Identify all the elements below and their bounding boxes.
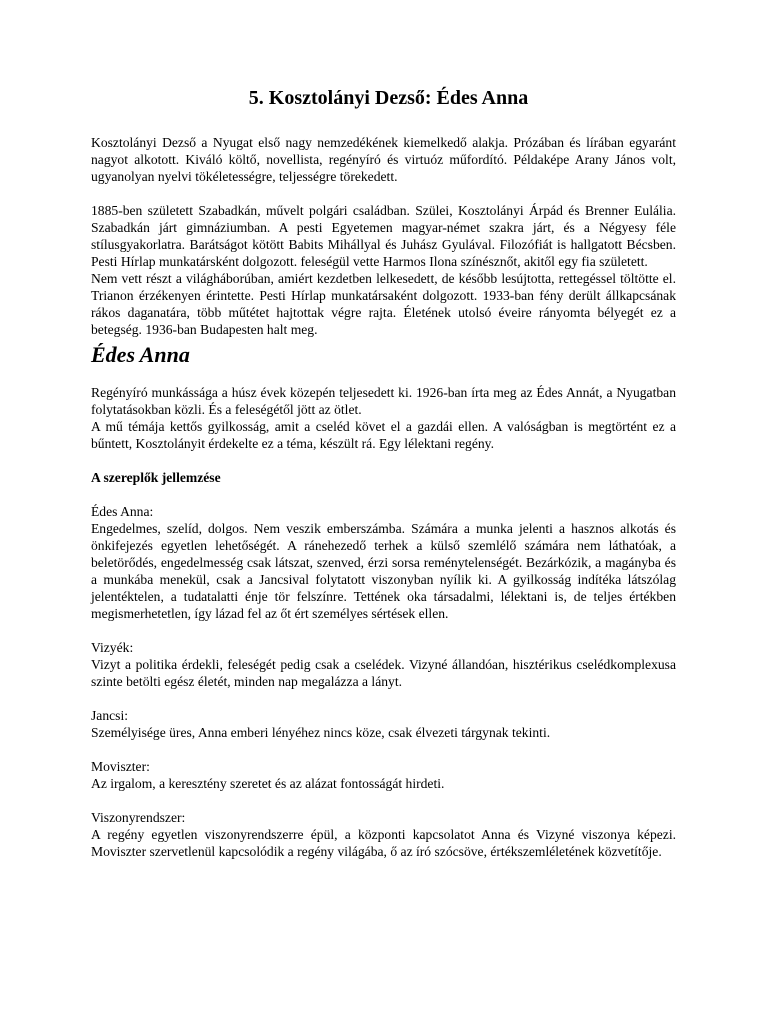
- document-page: [91, 84, 676, 860]
- section-heading: Édes Anna: [91, 342, 190, 367]
- character-description: A regény egyetlen viszonyrendszerre épül, a központi kapcsolatot Anna és Vizyné viszonya képezi. Moviszter szervetlenül kapcsolódik a regény világába, ő az író szócsöve, értékszemléletének közvetítője.: [91, 827, 676, 859]
- section-paragraph: Regényíró munkássága a húsz évek közepén teljesedett ki. 1926-ban írta meg az Édes Annát, a Nyugatban folytatásokban közli. És a feleségétől jött az ötlet.: [91, 385, 676, 417]
- character-description: Engedelmes, szelíd, dolgos. Nem veszik emberszámba. Számára a munka jelenti a hasznos alkotás és önkifejezés egyetlen lehetőségét. A ránehezedő terhek a külső szemlélő számára nem láthatóak, a beletörődés, engedelmesség csak látszat, szenved, érzi sorsa reménytelenségét. Bezárkózik, a magányba és a munkába menekül, csak a Jancsival folytatott viszonyban nyílik ki. A gyilkosság indítéka látszólag jelentéktelen, a tudatalatti énje tör felszínre. Tettének oka társadalmi, lélektani is, de teljes értékben megismerhetetlen, így lázad fel az őt ért személyes sértések ellen.: [91, 521, 676, 621]
- character-name: Viszonyrendszer:: [91, 810, 186, 825]
- character-name: Édes Anna:: [91, 504, 154, 519]
- spacer: [91, 371, 676, 384]
- character-description: Az irgalom, a keresztény szeretet és az alázat fontosságát hirdeti.: [91, 776, 445, 791]
- spacer: [91, 690, 676, 707]
- spacer: [91, 112, 676, 134]
- page-title: 5. Kosztolányi Dezső: Édes Anna: [248, 87, 529, 109]
- character-name: Vizyék:: [91, 640, 134, 655]
- bio-paragraph: 1885-ben született Szabadkán, művelt polgári családban. Szülei, Kosztolányi Árpád és Brenner Eulália. Szabadkán járt gimnáziumban. A pesti Egyetemen magyar-német szakra járt, és a Négyesy féle stílusgyakorlatra. Barátságot kötött Babits Mihállyal és Juhász Gyulával. Filozófiát is hallgatott Bécsben. Pesti Hírlap munkatársként dolgozott. feleségül vette Harmos Ilona színésznőt, akitől egy fia született.: [91, 203, 676, 269]
- character-description: Személyisége üres, Anna emberi lényéhez nincs köze, csak élvezeti tárgynak tekinti.: [91, 725, 551, 740]
- spacer: [91, 741, 676, 758]
- character-description: Vizyt a politika érdekli, feleségét pedig csak a cselédek. Vizyné állandóan, hisztérikus cselédkomplexusa szinte betölti egész életét, minden nap megalázza a lányt.: [91, 657, 676, 689]
- intro-paragraph: Kosztolányi Dezső a Nyugat első nagy nemzedékének kiemelkedő alakja. Prózában és lírában egyaránt nagyot alkotott. Kiváló költő, novellista, regényíró és virtuóz műfordító. Példaképe Arany János volt, ugyanolyan nyelvi tökéletességre, teljességre törekedett.: [91, 135, 676, 184]
- section-paragraph: A mű témája kettős gyilkosság, amit a cseléd követ el a gazdái ellen. A valóságban is megtörtént ez a bűntett, Kosztolányit érdekelte ez a téma, készült rá. Egy lélektani regény.: [91, 419, 676, 451]
- spacer: [91, 486, 676, 503]
- bio-paragraph: Nem vett részt a világháborúban, amiért kezdetben lelkesedett, de később lesújtotta, rettegéssel töltötte el. Trianon érzékenyen érintette. Pesti Hírlap munkatársaként dolgozott. 1933-ban fény derült állkapcsának rákos daganatára, több műtétet hajtottak végre rajta. Életének utolsó éveire rányomta bélyegét ez a betegség. 1936-ban Budapesten halt meg.: [91, 271, 676, 337]
- character-name: Moviszter:: [91, 759, 150, 774]
- spacer: [91, 452, 676, 469]
- character-name: Jancsi:: [91, 708, 128, 723]
- spacer: [91, 792, 676, 809]
- subheading: A szereplők jellemzése: [91, 470, 221, 485]
- spacer: [91, 622, 676, 639]
- spacer: [91, 185, 676, 202]
